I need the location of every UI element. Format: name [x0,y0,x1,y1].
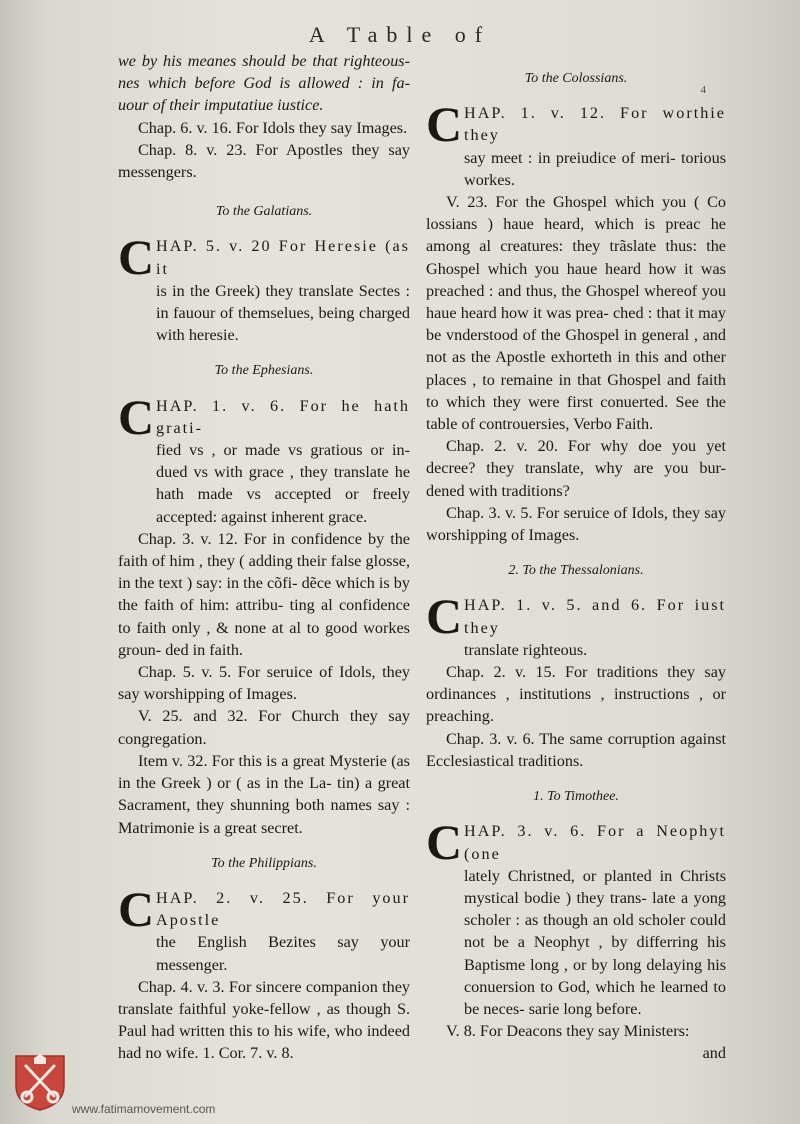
drop-cap: C [118,229,155,286]
paragraph: V. 8. For Deacons they say Ministers: [446,1022,690,1041]
catchword: and [702,1044,726,1063]
paragraph: Chap. 8. v. 23. For Apostles they say messengers. [118,140,410,182]
paragraph: Chap. 3. v. 12. For in confidence by the faith of him , they ( adding their false glosse, in the text ) say: in the cõfi- dẽce which is by the faith of him: attribu- ting al confidence to faith only , & none at al to good workes groun- ded in faith. [118,529,410,659]
chapter-first-line: HAP. 3. v. 6. For a Neophyt (one [464,822,726,863]
chapter-first-line: HAP. 1. v. 12. For worthie they [464,104,726,145]
paragraph: translate righteous. [464,640,588,659]
paragraph: Chap. 3. v. 5. For seruice of Idols, they say worshipping of Images. [426,503,726,545]
page-mark: 4 [700,84,706,96]
drop-cap: C [118,880,155,937]
chapter-first-line: HAP. 5. v. 20 For Heresie (as it [156,237,410,278]
drop-cap: C [426,96,463,153]
drop-cap: C [118,388,155,445]
chapter-first-line: HAP. 2. v. 25. For your Apostle [156,888,410,930]
running-head: A Table of [308,22,492,47]
paragraph: Chap. 6. v. 16. For Idols they say Images. [138,118,408,137]
paragraph: V. 25. and 32. For Church they say congregation. [118,707,410,748]
paragraph: fied vs , or made vs gratious or in- dued vs with grace , they translate he hath made vs accepted or freely accepted: against inherent grace. [156,441,410,526]
paragraph: Chap. 5. v. 5. For seruice of Idols, they say worshipping of Images. [118,663,410,704]
section-heading-colossians: To the Colossians. [524,71,628,86]
section-heading-ephesians: To the Ephesians. [214,363,314,379]
paragraph: Chap. 3. v. 6. The same corruption against Ecclesiastical traditions. [426,729,726,770]
footer-url[interactable]: www.fatimamovement.com [72,1102,216,1116]
chapter-block [118,880,410,976]
paragraph: the English Bezites say your messenger. [156,933,410,974]
section-heading-galatians: To the Galatians. [215,204,313,220]
paragraph: we by his meanes should be that righteous- nes which before God is allowed : in fa- uour of their imputatiue iustice. [118,52,410,115]
chapter-first-line: HAP. 1. v. 5. and 6. For iust they [464,596,726,637]
drop-cap: C [426,588,463,645]
chapter-block [426,96,726,191]
chapter-block [426,814,726,1020]
chapter-first-line: HAP. 1. v. 6. For he hath grati- [156,396,410,437]
section-heading-timothee: 1. To Timothee. [533,789,619,805]
paragraph: V. 23. For the Ghospel which you ( Co lossians ) haue heard, which is preac he among al creatures: they trãslate thus: the Ghospel which you haue heard how it was preached : and thus, the Ghospel whereof you haue heard how it was prea- ched : that it may be vnderstood of the Ghospel in general , and not as the Apostle exhorteth in this and other places , to remaine in that Ghospel and faith to which they were first conuerted. See the table of controuersies, Verbo Faith. [426,193,726,434]
papal-keys-logo-icon [12,1052,68,1112]
chapter-block [426,588,726,661]
chapter-block [118,388,410,528]
paragraph: Chap. 4. v. 3. For sincere companion they translate faithful yoke-fellow , as though S. Paul had written this to his wife, who indeed had no wife. 1. Cor. 7. v. 8. [118,977,410,1063]
section-heading-thessalonians: 2. To the Thessalonians. [508,563,644,579]
paragraph: Item v. 32. For this is a great Mysterie (as in the Greek ) or ( as in the La- tin) a great Sacrament, they shunning both names say : Matrimonie is a great secret. [118,751,410,837]
paragraph: say meet : in preiudice of meri- torious workes. [464,148,726,189]
right-column [426,50,726,1065]
paragraph: Chap. 2. v. 20. For why doe you yet decree? they translate, why are you bur- dened with traditions? [426,437,726,500]
left-column [118,50,410,1065]
paragraph: is in the Greek) they translate Sectes : in fauour of themselues, being charged with heresie. [156,281,410,345]
section-heading-philippians: To the Philippians. [211,855,317,871]
chapter-block [118,229,410,346]
paragraph: lately Christned, or planted in Christs mystical bodie ) they trans- late a yong scholer : as though an old scholer could not be a Neophyt , by differring his Baptisme long , or by long delaying his conuersion to God, which he learned to be neces- sarie long before. [464,866,726,1018]
paragraph: Chap. 2. v. 15. For traditions they say ordinances , institutions , instructions , or preaching. [426,663,726,726]
drop-cap: C [426,814,463,871]
